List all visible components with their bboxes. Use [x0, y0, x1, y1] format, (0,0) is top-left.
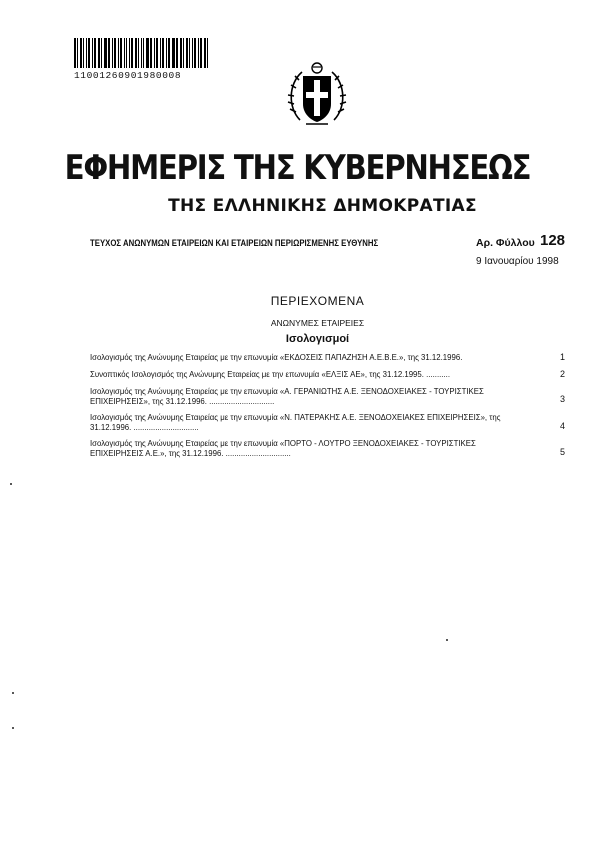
entry-page-number: 2 [560, 369, 566, 379]
barcode-bar [180, 38, 182, 68]
barcode-bar [141, 38, 142, 68]
entry-page-number: 5 [560, 447, 566, 457]
barcode-bar [77, 38, 78, 68]
barcode-bar [146, 38, 149, 68]
masthead-subtitle: ΤΗΣ ΕΛΛΗΝΙΚΗΣ ΔΗΜΟΚΡΑΤΙΑΣ [168, 196, 477, 216]
barcode-bar [143, 38, 144, 68]
entry-text: Ισολογισμός της Ανώνυμης Εταιρείας με την επωνυμία «Ν. ΠΑΤΕΡΑΚΗΣ Α.Ε. ΞΕΝΟΔΟΧΕΙΑΚΕΣ ΕΠΙΧΕΙΡΗΣΕΙΣ», της 31.12.1996. .............................. [90, 412, 501, 432]
contents-entry [90, 352, 542, 362]
barcode-bar [120, 38, 122, 68]
masthead-title: ΕΦΗΜΕΡΙΣ ΤΗΣ ΚΥΒΕΡΝΗΣΕΩΣ [64, 148, 531, 188]
barcode-bar [114, 38, 116, 68]
contents-entry [90, 369, 542, 379]
barcode [74, 38, 212, 68]
barcode-bar [183, 38, 184, 68]
barcode-bar [154, 38, 155, 68]
barcode-bar [118, 38, 119, 68]
contents-entry [90, 438, 542, 458]
barcode-bar [92, 38, 93, 68]
barcode-bar [198, 38, 199, 68]
barcode-bar [156, 38, 158, 68]
entry-text: Ισολογισμός της Ανώνυμης Εταιρείας με την επωνυμία «ΠΟΡΤΟ - ΛΟΥΤΡΟ ΞΕΝΟΔΟΧΕΙΑΚΕΣ - ΤΟΥΡΙΣΤΙΚΕΣ ΕΠΙΧΕΙΡΗΣΕΙΣ Α.Ε.», της 31.12.1996. .............................. [90, 438, 476, 458]
entry-page-number: 4 [560, 421, 566, 431]
section-title: ΑΝΩΝΥΜΕΣ ΕΤΑΙΡΕΙΕΣ [270, 318, 365, 328]
barcode-bar [86, 38, 87, 68]
barcode-bar [138, 38, 139, 68]
sheet-label: Αρ. Φύλλου [476, 237, 535, 249]
scan-speck [10, 483, 12, 485]
barcode-bar [108, 38, 110, 68]
contents-entry [90, 386, 542, 406]
barcode-bar [88, 38, 90, 68]
barcode-bar [135, 38, 137, 68]
barcode-bar [74, 38, 76, 68]
entry-text: Ισολογισμός της Ανώνυμης Εταιρείας με την επωνυμία «Α. ΓΕΡΑΝΙΩΤΗΣ Α.Ε. ΞΕΝΟΔΟΧΕΙΑΚΕΣ - ΤΟΥΡΙΣΤΙΚΕΣ ΕΠΙΧΕΙΡΗΣΕΙΣ», της 31.12.1996. .............................. [90, 386, 484, 406]
contents-entry [90, 412, 542, 432]
barcode-bar [112, 38, 113, 68]
barcode-bar [204, 38, 206, 68]
barcode-bar [200, 38, 202, 68]
barcode-bar [166, 38, 167, 68]
barcode-bar [176, 38, 178, 68]
barcode-bar [186, 38, 188, 68]
barcode-bar [104, 38, 107, 68]
barcode-bar [189, 38, 190, 68]
subsection-title: Ισολογισμοί [285, 333, 350, 345]
barcode-bar [129, 38, 130, 68]
scan-speck [446, 639, 448, 641]
scan-speck [12, 727, 14, 729]
barcode-bar [126, 38, 127, 68]
entry-page-number: 3 [560, 394, 566, 404]
barcode-bar [98, 38, 100, 68]
scan-speck [12, 692, 14, 694]
barcode-bar [192, 38, 193, 68]
barcode-bar [162, 38, 164, 68]
issue-date: 9 Ιανουαρίου 1998 [476, 256, 559, 267]
contents-title: ΠΕΡΙΕΧΟΜΕΝΑ [270, 294, 365, 308]
barcode-bar [207, 38, 208, 68]
entry-text: Συνοπτικός Ισολογισμός της Ανώνυμης Εταιρείας με την επωνυμία «ΕΛΞΙΣ ΑΕ», της 31.12.1995. ........... [90, 369, 451, 379]
barcode-bar [124, 38, 125, 68]
barcode-bar [80, 38, 82, 68]
barcode-bar [168, 38, 170, 68]
issue-series: ΤΕΥΧΟΣ ΑΝΩΝΥΜΩΝ ΕΤΑΙΡΕΙΩΝ ΚΑΙ ΕΤΑΙΡΕΙΩΝ ΠΕΡΙΩΡΙΣΜΕΝΗΣ ΕΥΘΥΝΗΣ [90, 238, 379, 249]
barcode-bar [172, 38, 175, 68]
barcode-bar [94, 38, 96, 68]
barcode-bar [160, 38, 161, 68]
sheet-number: 128 [540, 232, 566, 249]
barcode-bar [150, 38, 152, 68]
coat-of-arms-icon [282, 58, 352, 138]
entry-page-number: 1 [560, 352, 566, 362]
barcode-bar [83, 38, 84, 68]
barcode-bar [131, 38, 133, 68]
barcode-number: 11001260901980008 [74, 70, 182, 81]
entry-text: Ισολογισμός της Ανώνυμης Εταιρείας με την επωνυμία «ΕΚΔΟΣΕΙΣ ΠΑΠΑΖΗΣΗ Α.Ε.Β.Ε.», της 31.12.1996. [90, 352, 463, 362]
barcode-bar [194, 38, 196, 68]
barcode-bar [101, 38, 102, 68]
